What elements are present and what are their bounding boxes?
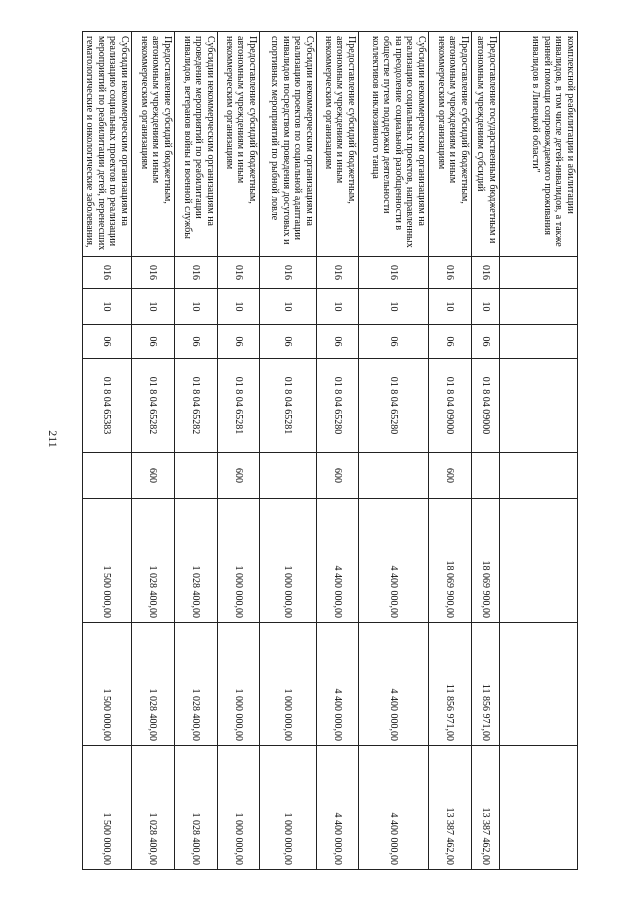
- cell-name: Субсидии некоммерческим организациям на реализацию социальных проектов, направленных на преодоление социальной разобщенности в обществе путем поддержки деятельности коллективов инклюзивного танца: [359, 32, 429, 257]
- cell-name: Субсидии некоммерческим организациям на реализацию проектов по социальной адаптации инвалидов посредством проведения досуговых и спортивных мероприятий по рыбной ловле: [260, 32, 317, 257]
- cell-podrazdel: 06: [218, 325, 260, 359]
- cell-name: Предоставление субсидий бюджетным, автономным учреждениям и иным некоммерческим организациям: [429, 32, 472, 257]
- cell-razdel: [500, 289, 578, 325]
- cell-csr: 01 8 04 65383: [83, 359, 132, 453]
- cell-year1: 18 069 900,00: [429, 499, 472, 623]
- cell-podrazdel: 06: [260, 325, 317, 359]
- cell-year3: 1 000 000,00: [260, 746, 317, 870]
- cell-csr: 01 8 04 65280: [359, 359, 429, 453]
- cell-podrazdel: 06: [175, 325, 218, 359]
- cell-year3: [500, 746, 578, 870]
- cell-name: Субсидии некоммерческим организациям на проведение мероприятий по реабилитации инвалидов, ветеранов войны и военной службы: [175, 32, 218, 257]
- cell-podrazdel: 06: [132, 325, 175, 359]
- cell-year1: 1 000 000,00: [218, 499, 260, 623]
- cell-razdel: 10: [472, 289, 500, 325]
- cell-podrazdel: 06: [83, 325, 132, 359]
- cell-year1: 1 500 000,00: [83, 499, 132, 623]
- cell-grbs: 016: [472, 257, 500, 289]
- cell-grbs: [500, 257, 578, 289]
- cell-razdel: 10: [429, 289, 472, 325]
- table-body: [83, 32, 578, 870]
- cell-razdel: 10: [83, 289, 132, 325]
- cell-year3: 13 387 462,00: [472, 746, 500, 870]
- table-row: [83, 32, 132, 870]
- cell-csr: 01 8 04 65282: [132, 359, 175, 453]
- cell-year1: 18 069 900,00: [472, 499, 500, 623]
- cell-year3: 4 400 000,00: [317, 746, 359, 870]
- cell-vr: [500, 453, 578, 499]
- cell-year2: 1 028 400,00: [132, 623, 175, 746]
- cell-podrazdel: 06: [359, 325, 429, 359]
- cell-vr: 600: [429, 453, 472, 499]
- cell-csr: 01 8 04 65281: [218, 359, 260, 453]
- cell-razdel: 10: [218, 289, 260, 325]
- rotated-table-wrapper: [85, 31, 578, 869]
- cell-grbs: 016: [132, 257, 175, 289]
- cell-year2: 11 856 971,00: [429, 623, 472, 746]
- cell-year3: 4 400 000,00: [359, 746, 429, 870]
- cell-year2: 1 500 000,00: [83, 623, 132, 746]
- cell-vr: 600: [218, 453, 260, 499]
- table-row: [218, 32, 260, 870]
- table-row: [132, 32, 175, 870]
- cell-vr: [175, 453, 218, 499]
- cell-razdel: 10: [175, 289, 218, 325]
- cell-grbs: 016: [359, 257, 429, 289]
- cell-podrazdel: [500, 325, 578, 359]
- cell-year2: [500, 623, 578, 746]
- cell-vr: 600: [317, 453, 359, 499]
- cell-csr: 01 8 04 09000: [472, 359, 500, 453]
- cell-grbs: 016: [260, 257, 317, 289]
- cell-podrazdel: 06: [472, 325, 500, 359]
- cell-year1: 1 028 400,00: [175, 499, 218, 623]
- cell-year2: 1 028 400,00: [175, 623, 218, 746]
- table-row: [472, 32, 500, 870]
- cell-year1: 4 400 000,00: [359, 499, 429, 623]
- cell-podrazdel: 06: [429, 325, 472, 359]
- cell-grbs: 016: [175, 257, 218, 289]
- cell-podrazdel: 06: [317, 325, 359, 359]
- cell-grbs: 016: [429, 257, 472, 289]
- cell-csr: 01 8 04 65280: [317, 359, 359, 453]
- cell-csr: 01 8 04 65281: [260, 359, 317, 453]
- cell-year2: 4 400 000,00: [359, 623, 429, 746]
- page-number: 211: [46, 430, 60, 448]
- cell-name: Предоставление государственным бюджетным и автономным учреждениям субсидий: [472, 32, 500, 257]
- cell-year3: 1 500 000,00: [83, 746, 132, 870]
- cell-name: Субсидии некоммерческим организациям на реализацию социальных проектов по реализации мероприятий по реабилитации детей, перенесших гематологические и онкологические заболевания,: [83, 32, 132, 257]
- cell-year2: 4 400 000,00: [317, 623, 359, 746]
- table-row: [429, 32, 472, 870]
- cell-year1: 1 028 400,00: [132, 499, 175, 623]
- cell-csr: 01 8 04 09000: [429, 359, 472, 453]
- cell-vr: [83, 453, 132, 499]
- cell-year3: 1 028 400,00: [132, 746, 175, 870]
- cell-vr: [260, 453, 317, 499]
- cell-year3: 1 028 400,00: [175, 746, 218, 870]
- cell-grbs: 016: [83, 257, 132, 289]
- cell-year1: 1 000 000,00: [260, 499, 317, 623]
- cell-razdel: 10: [260, 289, 317, 325]
- cell-vr: [359, 453, 429, 499]
- cell-razdel: 10: [132, 289, 175, 325]
- cell-grbs: 016: [317, 257, 359, 289]
- cell-csr: 01 8 04 65282: [175, 359, 218, 453]
- cell-vr: [472, 453, 500, 499]
- table-row: [317, 32, 359, 870]
- budget-table: [82, 31, 578, 870]
- table-row: [359, 32, 429, 870]
- cell-name: комплексной реабилитации и абилитации инвалидов, в том числе детей-инвалидов, а также ранней помощи сопровождаемого проживания инвалидов в Липецкой области": [500, 32, 578, 257]
- cell-year2: 1 000 000,00: [260, 623, 317, 746]
- cell-year1: [500, 499, 578, 623]
- cell-year3: 1 000 000,00: [218, 746, 260, 870]
- cell-razdel: 10: [317, 289, 359, 325]
- cell-name: Предоставление субсидий бюджетным, автономным учреждениям и иным некоммерческим организациям: [317, 32, 359, 257]
- table-row: [260, 32, 317, 870]
- cell-razdel: 10: [359, 289, 429, 325]
- table-row: [175, 32, 218, 870]
- cell-csr: [500, 359, 578, 453]
- cell-year2: 11 856 971,00: [472, 623, 500, 746]
- cell-year2: 1 000 000,00: [218, 623, 260, 746]
- cell-grbs: 016: [218, 257, 260, 289]
- cell-year1: 4 400 000,00: [317, 499, 359, 623]
- table-row: [500, 32, 578, 870]
- cell-year3: 13 387 462,00: [429, 746, 472, 870]
- cell-vr: 600: [132, 453, 175, 499]
- cell-name: Предоставление субсидий бюджетным, автономным учреждениям и иным некоммерческим организациям: [218, 32, 260, 257]
- cell-name: Предоставление субсидий бюджетным, автономным учреждениям и иным некоммерческим организациям: [132, 32, 175, 257]
